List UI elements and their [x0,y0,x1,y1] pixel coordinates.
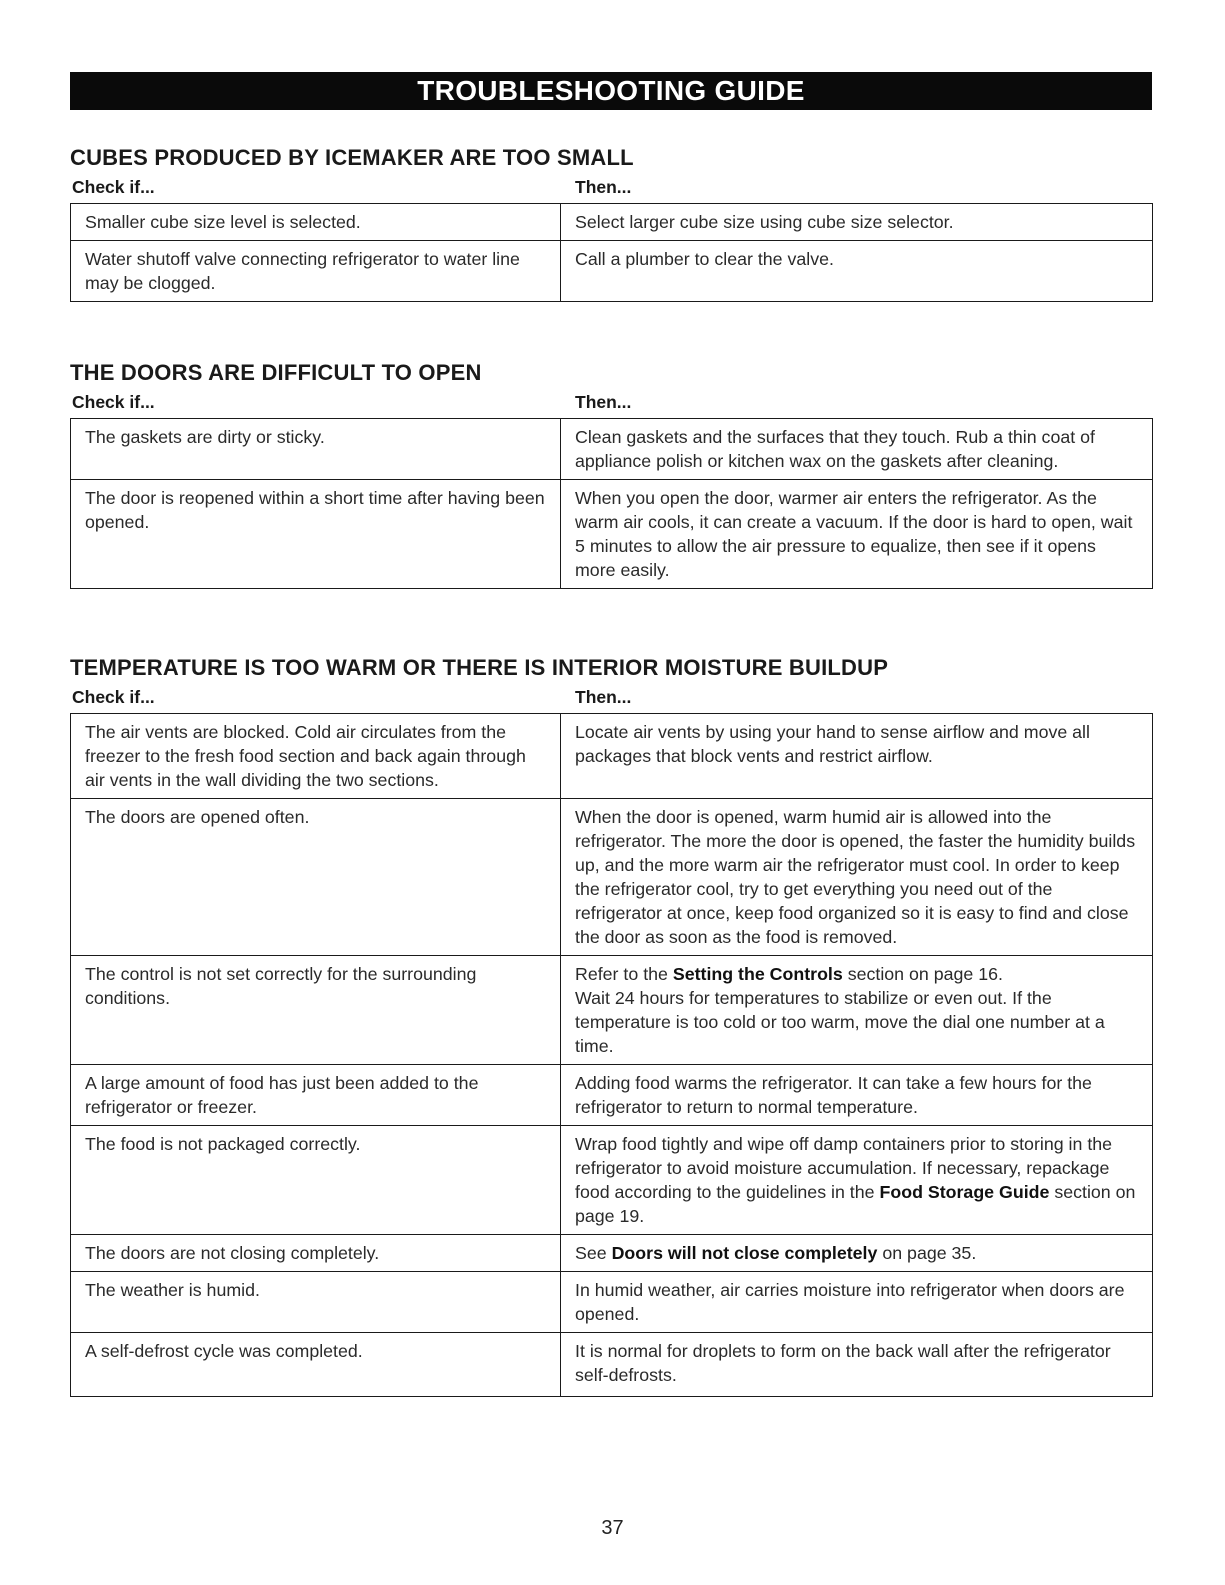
check-cell: The doors are not closing completely. [71,1235,561,1272]
column-header-check: Check if... [72,687,155,707]
then-reference-bold: Food Storage Guide [879,1182,1050,1202]
table-row [71,419,1153,480]
table-row [71,956,1153,1065]
check-cell: The gaskets are dirty or sticky. [71,419,561,480]
table-row [71,1235,1153,1272]
then-text: on page 35. [877,1243,977,1263]
check-cell: A self-defrost cycle was completed. [71,1333,561,1397]
then-cell [561,1235,1153,1272]
section-title: CUBES PRODUCED BY ICEMAKER ARE TOO SMALL [70,145,634,170]
column-header-then: Then... [575,687,632,707]
then-text: Wrap food tightly and wipe off damp containers prior to storing in the refrigerator to avoid moisture accumulation. If necessary, repackage food according to the guidelines in the [575,1134,1113,1202]
table-row [71,714,1153,799]
then-cell: Call a plumber to clear the valve. [561,241,1153,302]
check-cell: The air vents are blocked. Cold air circulates from the freezer to the fresh food section and back again through air vents in the wall dividing the two sections. [71,714,561,799]
check-cell: The food is not packaged correctly. [71,1126,561,1235]
table-row [71,480,1153,589]
then-text: Wait 24 hours for temperatures to stabilize or even out. If the temperature is too cold or too warm, move the dial one number at a time. [575,988,1105,1056]
then-reference-bold: Doors will not close completely [611,1243,878,1263]
then-cell: Select larger cube size using cube size selector. [561,204,1153,241]
then-cell [561,956,1153,1065]
then-cell: Adding food warms the refrigerator. It can take a few hours for the refrigerator to return to normal temperature. [561,1065,1153,1126]
then-text: section on page 19. [575,1182,1136,1226]
table-row [71,241,1153,302]
troubleshooting-table [70,418,1153,589]
then-cell: Locate air vents by using your hand to sense airflow and move all packages that block vents and restrict airflow. [561,714,1153,799]
then-cell [561,1126,1153,1235]
check-cell: The control is not set correctly for the surrounding conditions. [71,956,561,1065]
column-header-check: Check if... [72,392,155,412]
then-text: See [575,1243,612,1263]
table-row [71,1126,1153,1235]
check-cell: The door is reopened within a short time after having been opened. [71,480,561,589]
then-reference-bold: Setting the Controls [672,964,843,984]
section-title: TEMPERATURE IS TOO WARM OR THERE IS INTERIOR MOISTURE BUILDUP [70,655,889,680]
section-title: THE DOORS ARE DIFFICULT TO OPEN [70,360,482,385]
table-row [71,1333,1153,1397]
column-headers [70,175,1152,203]
check-cell: Smaller cube size level is selected. [71,204,561,241]
then-cell: When the door is opened, warm humid air is allowed into the refrigerator. The more the door is opened, the faster the humidity builds up, and the more warm air the refrigerator must cool. In order to keep the refrigerator cool, try to get everything you need out of the refrigerator at once, keep food organized so it is easy to find and close the door as soon as the food is removed. [561,799,1153,956]
section-temperature-moisture [70,655,1152,1397]
then-cell: It is normal for droplets to form on the back wall after the refrigerator self-defrosts. [561,1333,1153,1397]
troubleshooting-table [70,203,1153,302]
column-header-then: Then... [575,392,632,412]
section-doors-difficult [70,360,1152,589]
table-row [71,1065,1153,1126]
page-number: 37 [601,1517,624,1539]
page-banner: TROUBLESHOOTING GUIDE [70,72,1152,110]
check-cell: A large amount of food has just been added to the refrigerator or freezer. [71,1065,561,1126]
column-headers [70,685,1152,713]
column-headers [70,390,1152,418]
check-cell: The doors are opened often. [71,799,561,956]
then-cell: Clean gaskets and the surfaces that they touch. Rub a thin coat of appliance polish or kitchen wax on the gaskets after cleaning. [561,419,1153,480]
then-cell: In humid weather, air carries moisture into refrigerator when doors are opened. [561,1272,1153,1333]
column-header-then: Then... [575,177,632,197]
table-row [71,204,1153,241]
troubleshooting-table [70,713,1153,1397]
check-cell: The weather is humid. [71,1272,561,1333]
then-text: section on page 16. [842,964,1003,984]
then-text: Refer to the [575,964,673,984]
check-cell: Water shutoff valve connecting refrigerator to water line may be clogged. [71,241,561,302]
column-header-check: Check if... [72,177,155,197]
table-row [71,799,1153,956]
table-row [71,1272,1153,1333]
then-cell: When you open the door, warmer air enters the refrigerator. As the warm air cools, it can create a vacuum. If the door is hard to open, wait 5 minutes to allow the air pressure to equalize, then see if it opens more easily. [561,480,1153,589]
section-icemaker-cubes [70,145,1152,302]
